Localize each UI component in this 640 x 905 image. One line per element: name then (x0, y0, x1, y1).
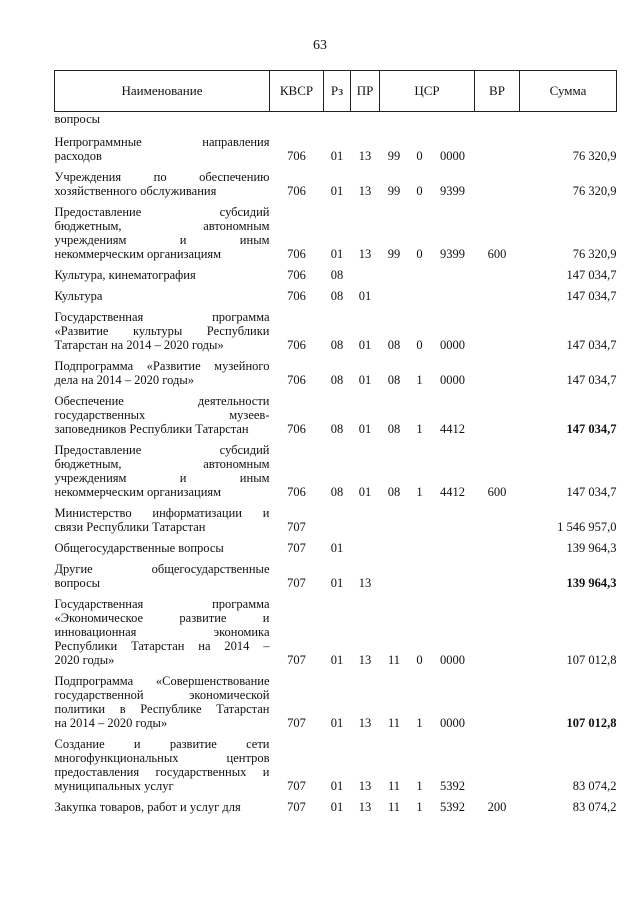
row-name (55, 538, 270, 559)
row-name-line: предоставления государственных и (54, 765, 270, 779)
csr-program-cell (380, 559, 409, 594)
budget-table (54, 70, 617, 818)
csr-direction-cell: 0000 (440, 149, 465, 163)
table-row (55, 307, 617, 356)
vr-cell: 200 (487, 800, 507, 814)
row-name (55, 167, 270, 202)
vr-cell (475, 307, 520, 356)
row-name (55, 356, 270, 391)
csr-direction-cell: 4412 (440, 485, 465, 499)
rz-cell: 01 (330, 576, 344, 590)
kvsr-cell: 706 (287, 184, 306, 198)
row-name-line: многофункциональных центров (54, 751, 270, 765)
row-name-line: на 2014 – 2020 годы» (54, 716, 168, 730)
sum-cell: 83 074,2 (572, 800, 617, 814)
row-name-line: Татарстан на 2014 – 2020 годы» (54, 338, 224, 352)
sum-cell: 1 546 957,0 (557, 520, 617, 534)
row-name-line: Создание и развитие сети (54, 737, 270, 751)
csr-subprogram-cell (409, 286, 431, 307)
vr-cell (475, 132, 520, 167)
row-name-line: расходов (54, 149, 102, 163)
kvsr-cell: 707 (287, 520, 306, 534)
row-name-line: государственной экономической (54, 688, 270, 702)
pr-cell: 13 (358, 779, 372, 793)
vr-cell: 600 (487, 247, 507, 261)
vr-cell (475, 594, 520, 671)
pr-cell: 01 (358, 422, 372, 436)
row-name-line: Непрограммные направления (54, 135, 270, 149)
row-name-line: Министерство информатизации и (54, 506, 270, 520)
row-name-line: Республики Татарстан на 2014 – (54, 639, 270, 653)
header-rz: Рз (324, 71, 351, 112)
csr-subprogram-cell: 1 (416, 422, 423, 436)
kvsr-cell: 706 (287, 373, 306, 387)
csr-subprogram-cell: 0 (416, 184, 423, 198)
row-name-line: Государственная программа (54, 597, 270, 611)
row-name (55, 594, 270, 671)
row-name-line: инновационная экономика (54, 625, 270, 639)
csr-program-cell: 99 (387, 149, 401, 163)
vr-cell (475, 734, 520, 797)
kvsr-cell: 707 (287, 800, 306, 814)
rz-cell: 08 (330, 485, 344, 499)
csr-program-cell: 11 (387, 779, 401, 793)
csr-subprogram-cell: 1 (416, 373, 423, 387)
header-pr: ПР (351, 71, 380, 112)
pr-cell: 13 (358, 653, 372, 667)
table-row (55, 797, 617, 818)
table-row (55, 167, 617, 202)
csr-subprogram-cell (409, 265, 431, 286)
rz-cell: 01 (330, 653, 344, 667)
sum-cell: 76 320,9 (572, 184, 617, 198)
kvsr-cell: 707 (287, 541, 306, 555)
sum-cell: 147 034,7 (566, 373, 617, 387)
row-name-line: хозяйственного обслуживания (54, 184, 217, 198)
vr-cell (475, 559, 520, 594)
csr-direction-cell: 9399 (440, 184, 465, 198)
csr-subprogram-cell: 0 (416, 653, 423, 667)
csr-subprogram-cell: 1 (416, 779, 423, 793)
csr-program-cell: 08 (387, 422, 401, 436)
vr-cell (475, 286, 520, 307)
header-kvsr: КВСР (270, 71, 324, 112)
csr-direction-cell: 0000 (440, 716, 465, 730)
pr-cell: 01 (358, 289, 372, 303)
csr-program-cell (380, 538, 409, 559)
table-row (55, 503, 617, 538)
rz-cell: 01 (330, 247, 344, 261)
table-row (55, 594, 617, 671)
row-name-line: муниципальных услуг (54, 779, 174, 793)
rz-cell: 08 (330, 289, 344, 303)
rz-cell (324, 503, 351, 538)
table-row (55, 265, 617, 286)
table-row (55, 559, 617, 594)
kvsr-cell: 706 (287, 289, 306, 303)
csr-subprogram-cell: 0 (416, 149, 423, 163)
csr-program-cell (380, 265, 409, 286)
pr-cell: 13 (358, 716, 372, 730)
row-name-line: связи Республики Татарстан (54, 520, 206, 534)
kvsr-cell: 706 (287, 268, 306, 282)
table-row (55, 132, 617, 167)
row-name-line: Закупка товаров, работ и услуг для (54, 800, 241, 814)
csr-subprogram-cell: 0 (416, 338, 423, 352)
table-row (55, 734, 617, 797)
row-name (55, 734, 270, 797)
table-row (55, 538, 617, 559)
sum-cell: 147 034,7 (566, 422, 617, 436)
row-name (55, 132, 270, 167)
csr-direction-cell: 9399 (440, 247, 465, 261)
rz-cell: 01 (330, 779, 344, 793)
row-name-line: некоммерческим организациям (54, 247, 222, 261)
rz-cell: 01 (330, 800, 344, 814)
rz-cell: 01 (330, 184, 344, 198)
kvsr-cell: 707 (287, 576, 306, 590)
sum-cell: 76 320,9 (572, 149, 617, 163)
kvsr-cell: 706 (287, 422, 306, 436)
csr-program-cell: 11 (387, 800, 401, 814)
csr-subprogram-cell: 0 (416, 247, 423, 261)
row-name (55, 559, 270, 594)
row-name-line: государственных музеев- (54, 408, 270, 422)
rz-cell: 08 (330, 422, 344, 436)
csr-direction-cell: 4412 (440, 422, 465, 436)
row-name (55, 503, 270, 538)
row-name-line: некоммерческим организациям (54, 485, 222, 499)
csr-direction-cell: 0000 (440, 653, 465, 667)
header-vr: ВР (475, 71, 520, 112)
vr-cell: 600 (487, 485, 507, 499)
rz-cell: 01 (330, 149, 344, 163)
sum-cell: 147 034,7 (566, 338, 617, 352)
row-name-line: дела на 2014 – 2020 годы» (54, 373, 195, 387)
table-header-row (55, 71, 617, 112)
kvsr-cell: 706 (287, 247, 306, 261)
row-name (55, 265, 270, 286)
csr-direction-cell: 0000 (440, 338, 465, 352)
csr-direction-cell (431, 559, 475, 594)
header-sum: Сумма (520, 71, 617, 112)
row-name-line: Предоставление субсидий (54, 205, 270, 219)
vr-cell (475, 391, 520, 440)
header-name: Наименование (55, 71, 270, 112)
csr-direction-cell: 0000 (440, 373, 465, 387)
row-name-line: Подпрограмма «Развитие музейного (54, 359, 270, 373)
sum-cell: 139 964,3 (566, 541, 617, 555)
row-name (55, 286, 270, 307)
row-name (55, 797, 270, 818)
vr-cell (475, 671, 520, 734)
csr-subprogram-cell (409, 538, 431, 559)
pr-cell: 13 (358, 184, 372, 198)
row-name (55, 391, 270, 440)
table-row (55, 202, 617, 265)
rz-cell: 08 (330, 338, 344, 352)
row-name-line: «Экономическое развитие и (54, 611, 270, 625)
table-row (55, 440, 617, 503)
row-name-line: учреждениям и иным (54, 233, 270, 247)
row-name-line: политики в Республике Татарстан (54, 702, 270, 716)
row-name-line: Обеспечение деятельности (54, 394, 270, 408)
row-name-line: заповедников Республики Татарстан (54, 422, 249, 436)
csr-program-cell (380, 286, 409, 307)
row-name-line: Общегосударственные вопросы (54, 541, 224, 555)
table-row (55, 286, 617, 307)
pr-cell: 13 (358, 149, 372, 163)
row-name-line: «Развитие культуры Республики (54, 324, 270, 338)
csr-program-cell: 99 (387, 184, 401, 198)
row-name-line: Учреждения по обеспечению (54, 170, 270, 184)
pr-cell: 13 (358, 576, 372, 590)
csr-program-cell: 08 (387, 485, 401, 499)
vr-cell (475, 356, 520, 391)
pr-cell: 01 (358, 373, 372, 387)
page-number: 63 (313, 38, 327, 53)
table-row (55, 356, 617, 391)
rz-cell: 01 (330, 716, 344, 730)
kvsr-cell: 707 (287, 779, 306, 793)
table-row (55, 671, 617, 734)
sum-cell: 139 964,3 (566, 576, 617, 590)
kvsr-cell: 706 (287, 485, 306, 499)
kvsr-cell: 706 (287, 338, 306, 352)
row-name-line: вопросы (54, 576, 101, 590)
csr-direction-cell: 5392 (440, 800, 465, 814)
row-name-line: Подпрограмма «Совершенствование (54, 674, 270, 688)
pr-cell: 01 (358, 485, 372, 499)
sum-cell: 147 034,7 (566, 268, 617, 282)
row-name (55, 671, 270, 734)
csr-subprogram-cell (409, 503, 431, 538)
rz-cell: 08 (330, 373, 344, 387)
continuation-row (55, 112, 617, 133)
pr-cell (351, 503, 380, 538)
kvsr-cell: 707 (287, 716, 306, 730)
kvsr-cell: 706 (287, 149, 306, 163)
csr-direction-cell (431, 503, 475, 538)
csr-direction-cell: 5392 (440, 779, 465, 793)
csr-subprogram-cell (409, 559, 431, 594)
table-row (55, 391, 617, 440)
csr-program-cell: 11 (387, 716, 401, 730)
csr-direction-cell (431, 538, 475, 559)
csr-subprogram-cell: 1 (416, 716, 423, 730)
pr-cell (351, 265, 380, 286)
vr-cell (475, 265, 520, 286)
pr-cell: 01 (358, 338, 372, 352)
sum-cell: 107 012,8 (566, 653, 617, 667)
rz-cell: 01 (330, 541, 344, 555)
row-name-line: бюджетным, автономным (54, 457, 270, 471)
csr-subprogram-cell: 1 (416, 485, 423, 499)
sum-cell: 147 034,7 (566, 289, 617, 303)
row-name-line: Другие общегосударственные (54, 562, 270, 576)
csr-direction-cell (431, 265, 475, 286)
row-name (55, 440, 270, 503)
row-name-line: Государственная программа (54, 310, 270, 324)
csr-program-cell: 08 (387, 338, 401, 352)
csr-program-cell (380, 503, 409, 538)
pr-cell (351, 538, 380, 559)
csr-program-cell: 99 (387, 247, 401, 261)
rz-cell: 08 (330, 268, 344, 282)
vr-cell (475, 167, 520, 202)
sum-cell: 107 012,8 (566, 716, 617, 730)
row-name-line: бюджетным, автономным (54, 219, 270, 233)
continuation-text: вопросы (54, 112, 101, 126)
row-name-line: Культура (54, 289, 103, 303)
row-name-line: 2020 годы» (54, 653, 115, 667)
pr-cell: 13 (358, 247, 372, 261)
header-csr: ЦСР (380, 71, 475, 112)
csr-subprogram-cell: 1 (416, 800, 423, 814)
vr-cell (475, 538, 520, 559)
kvsr-cell: 707 (287, 653, 306, 667)
vr-cell (475, 503, 520, 538)
csr-program-cell: 11 (387, 653, 401, 667)
pr-cell: 13 (358, 800, 372, 814)
sum-cell: 83 074,2 (572, 779, 617, 793)
row-name (55, 307, 270, 356)
row-name-line: Предоставление субсидий (54, 443, 270, 457)
row-name-line: учреждениям и иным (54, 471, 270, 485)
csr-direction-cell (431, 286, 475, 307)
row-name (55, 202, 270, 265)
sum-cell: 76 320,9 (572, 247, 617, 261)
csr-program-cell: 08 (387, 373, 401, 387)
row-name-line: Культура, кинематография (54, 268, 196, 282)
sum-cell: 147 034,7 (566, 485, 617, 499)
